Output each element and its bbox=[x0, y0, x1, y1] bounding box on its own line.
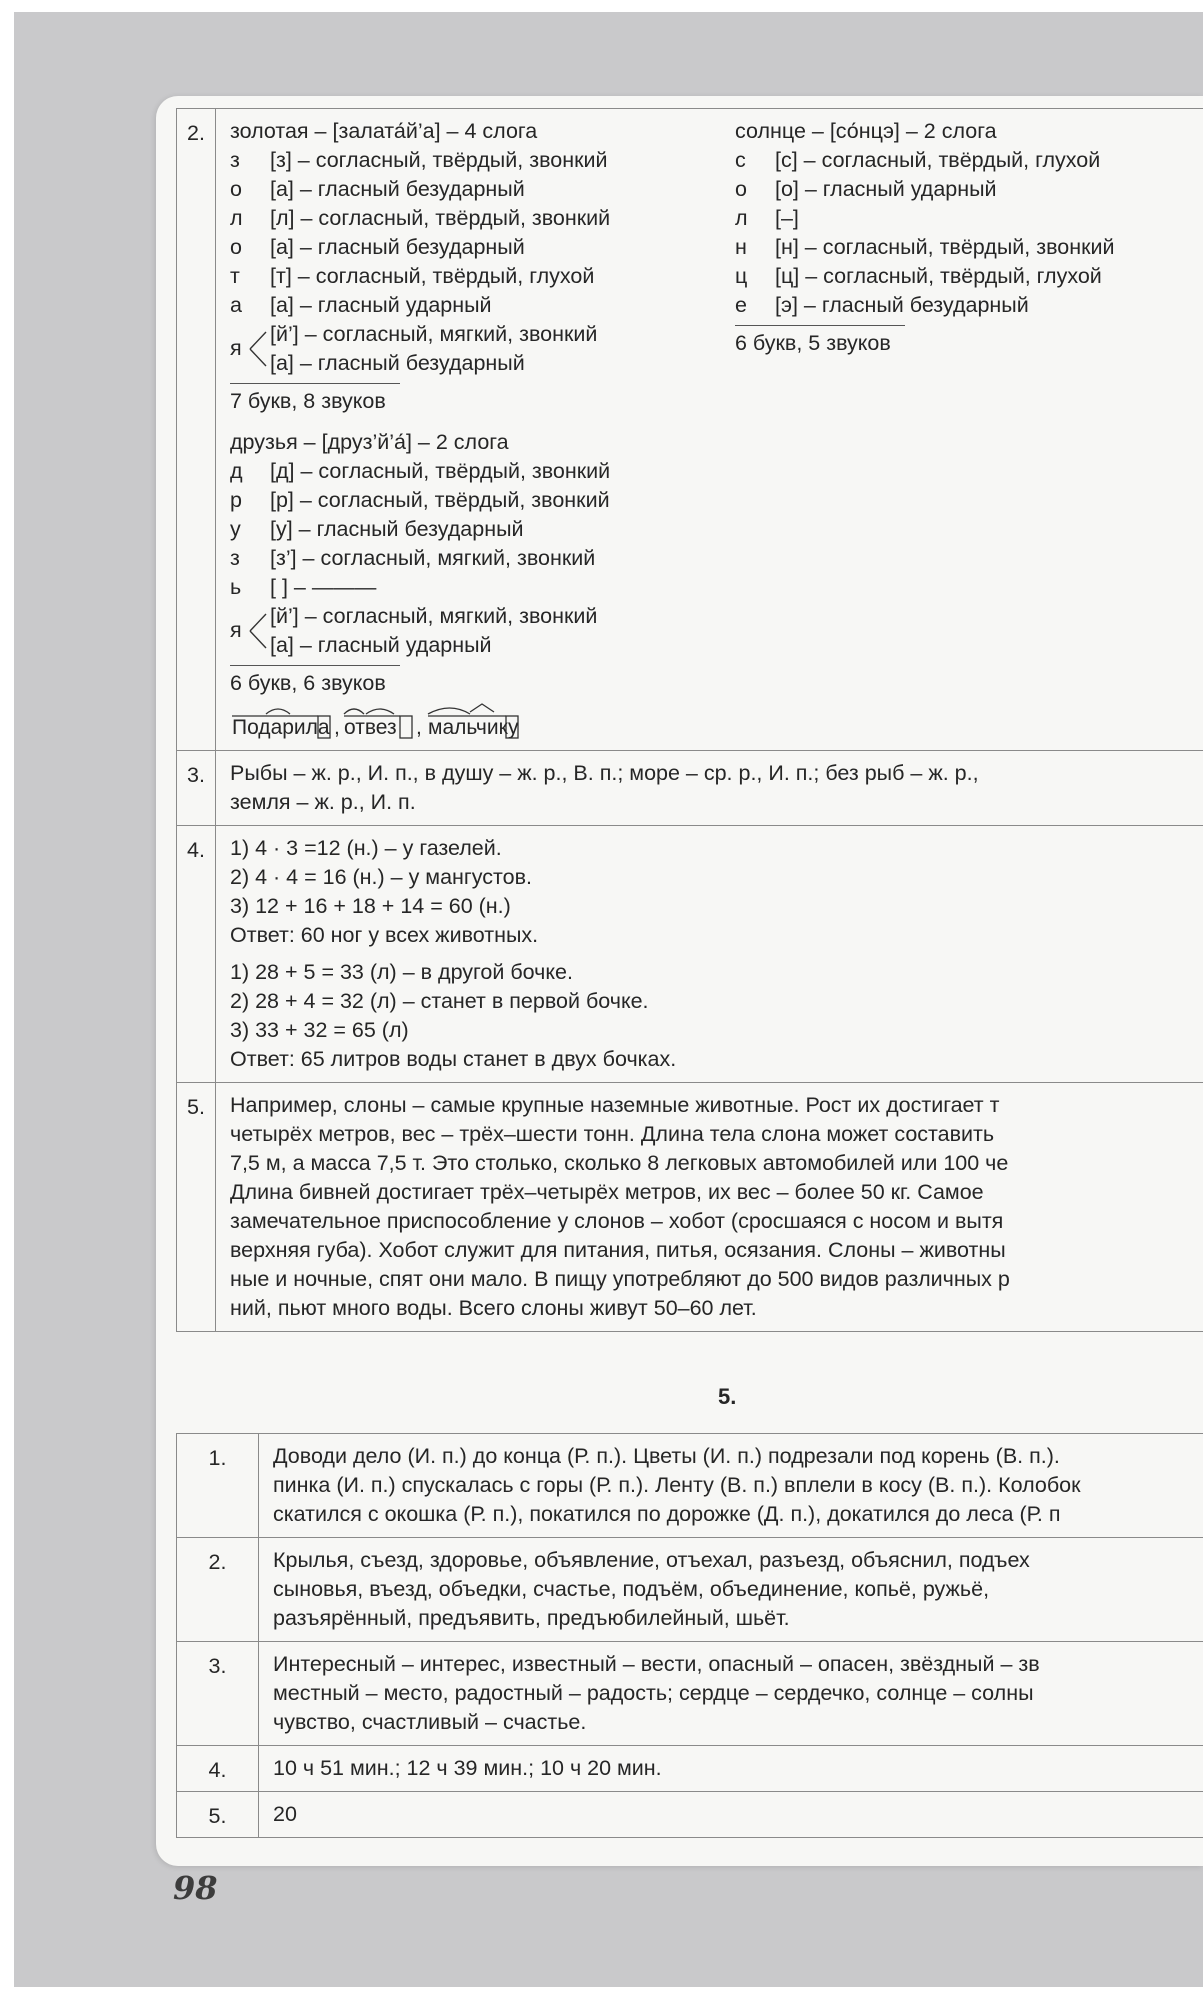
summary-rule bbox=[230, 665, 400, 666]
letter-row: с [с] – согласный, твёрдый, глухой bbox=[735, 148, 1101, 172]
row-content: Интересный – интерес, известный – вести, опасный – опасен, звёздный – зв местный – место, радостный – радость; сердце – сердечко, солнце – солны чувство, счастливый – счастье. bbox=[259, 1642, 1203, 1746]
letter-row: л [л] – согласный, твёрдый, звонкий bbox=[230, 206, 611, 230]
suffix-icon bbox=[470, 704, 494, 712]
letter-row: о [а] – гласный безударный bbox=[230, 177, 525, 201]
row-content: Рыбы – ж. р., И. п., в душу – ж. р., В. п.; море – ср. р., И. п.; без рыб – ж. р., земля – ж. р., И. п. bbox=[216, 751, 1203, 826]
letter-row: у [у] – гласный безударный bbox=[230, 517, 524, 541]
scanned-page bbox=[14, 12, 1203, 1987]
row-content: 10 ч 51 мин.; 12 ч 39 мин.; 10 ч 20 мин. bbox=[259, 1746, 1203, 1792]
root-arc-icon bbox=[428, 708, 470, 714]
root-arc-icon bbox=[366, 709, 394, 714]
word-header: золотая – [залата́й’а] – 4 слога bbox=[230, 119, 538, 143]
summary-rule bbox=[230, 383, 400, 384]
letter-row: о [о] – гласный ударный bbox=[735, 177, 997, 201]
ya-split-row: я [й’] – согласный, мягкий, звонкий [а] – гласный ударный bbox=[230, 602, 735, 660]
branch-bracket-icon bbox=[248, 602, 270, 660]
answers-table-1 bbox=[176, 108, 1203, 1332]
row-number: 5. bbox=[177, 1792, 259, 1838]
row-number: 3. bbox=[177, 1642, 259, 1746]
table-row bbox=[177, 751, 1203, 826]
morph-word: отвез bbox=[344, 716, 397, 739]
row-content: Крылья, съезд, здоровье, объявление, отъехал, разъезд, объяснил, подъех сыновья, въезд, объедки, счастье, подъём, объединение, копьё, ружьё, разъярённый, предъявить, предъюбилейный, шьёт. bbox=[259, 1538, 1203, 1642]
table-row bbox=[177, 1746, 1203, 1792]
row-number: 2. bbox=[177, 1538, 259, 1642]
phonetic-left-column bbox=[230, 117, 735, 742]
letter-row: р [р] – согласный, твёрдый, звонкий bbox=[230, 488, 610, 512]
row-number: 1. bbox=[177, 1434, 259, 1538]
ya-split-row: я [й’] – согласный, мягкий, звонкий [а] – гласный безударный bbox=[230, 320, 735, 378]
row-number: 4. bbox=[177, 826, 216, 1083]
morph-word: Подарила bbox=[232, 716, 330, 739]
letter-row: о [а] – гласный безударный bbox=[230, 235, 525, 259]
answer-sheet bbox=[156, 96, 1203, 1866]
row-number: 2. bbox=[177, 109, 216, 751]
answers-table-2 bbox=[176, 1433, 1203, 1838]
word-header: друзья – [друз’й’а́] – 2 слога bbox=[230, 430, 509, 454]
letter-row: л [–] bbox=[735, 206, 799, 230]
prefix-icon bbox=[344, 709, 364, 714]
morpheme-diagram bbox=[230, 702, 735, 742]
letter-row: е [э] – гласный безударный bbox=[735, 293, 1029, 317]
table-row bbox=[177, 1434, 1203, 1538]
letter-row: з [з’] – согласный, мягкий, звонкий bbox=[230, 546, 596, 570]
row-number: 4. bbox=[177, 1746, 259, 1792]
row-content: 20 bbox=[259, 1792, 1203, 1838]
summary: 7 букв, 8 звуков bbox=[230, 389, 386, 413]
table-row bbox=[177, 826, 1203, 1083]
ending-box-icon bbox=[400, 716, 412, 738]
table-row bbox=[177, 1792, 1203, 1838]
svg-text:,: , bbox=[334, 716, 340, 739]
row-content bbox=[216, 109, 1203, 751]
morph-word: мальчику bbox=[428, 716, 519, 739]
phonetic-right-column bbox=[735, 117, 1203, 742]
table-row bbox=[177, 1083, 1203, 1332]
word-header: солнце – [со́нцэ] – 2 слога bbox=[735, 119, 997, 143]
root-arc-icon bbox=[266, 709, 290, 714]
svg-text:,: , bbox=[416, 716, 422, 739]
section-title: 5. bbox=[718, 1384, 737, 1409]
summary: 6 букв, 5 звуков bbox=[735, 331, 891, 355]
letter-row: з [з] – согласный, твёрдый, звонкий bbox=[230, 148, 608, 172]
letter-row: ь [ ] – ——— bbox=[230, 575, 377, 599]
row-number: 5. bbox=[177, 1083, 216, 1332]
row-content: Доводи дело (И. п.) до конца (Р. п.). Цветы (И. п.) подрезали под корень (В. п.). пинка (И. п.) спускалась с горы (Р. п.). Ленту (В. п.) вплели в косу (В. п.). Колобок скатился с окошка (Р. п.), покатился по дорожке (Д. п.), докатился до леса (Р. п bbox=[259, 1434, 1203, 1538]
letter-row: ц [ц] – согласный, твёрдый, глухой bbox=[735, 264, 1102, 288]
table-row bbox=[177, 1642, 1203, 1746]
table-row bbox=[177, 1538, 1203, 1642]
branch-bracket-icon bbox=[248, 320, 270, 378]
letter-row: д [д] – согласный, твёрдый, звонкий bbox=[230, 459, 611, 483]
row-number: 3. bbox=[177, 751, 216, 826]
summary: 6 букв, 6 звуков bbox=[230, 671, 386, 695]
page-number: 98 bbox=[173, 1869, 218, 1907]
summary-rule bbox=[735, 325, 905, 326]
letter-row: а [а] – гласный ударный bbox=[230, 293, 492, 317]
row-content: Например, слоны – самые крупные наземные животные. Рост их достигает т четырёх метров, вес – трёх–шести тонн. Длина тела слона может составить 7,5 м, а масса 7,5 т. Это столько, сколько 8 легковых автомобилей или 100 че Длина бивней достигает трёх–четырёх метров, их вес – более 50 кг. Самое замечательное приспособление у слонов – хобот (сросшаяся с носом и вытя верхняя губа). Хобот служит для питания, питья, осязания. Слоны – животны ные и ночные, спят они мало. В пищу употребляют до 500 видов различных р ний, пьют много воды. Всего слоны живут 50–60 лет. bbox=[216, 1083, 1203, 1332]
letter-row: н [н] – согласный, твёрдый, звонкий bbox=[735, 235, 1115, 259]
letter-row: т [т] – согласный, твёрдый, глухой bbox=[230, 264, 595, 288]
table-row bbox=[177, 109, 1203, 751]
row-content: 1) 4 · 3 =12 (н.) – у газелей. 2) 4 · 4 = 16 (н.) – у мангустов. 3) 12 + 16 + 18 + 14 = 60 (н.) Ответ: 60 ног у всех животных. 1) 28 + 5 = 33 (л) – в другой бочке. 2) 28 + 4 = 32 (л) – станет в первой бочке. 3) 33 + 32 = 65 (л) Ответ: 65 литров воды станет в двух бочках. bbox=[216, 826, 1203, 1083]
